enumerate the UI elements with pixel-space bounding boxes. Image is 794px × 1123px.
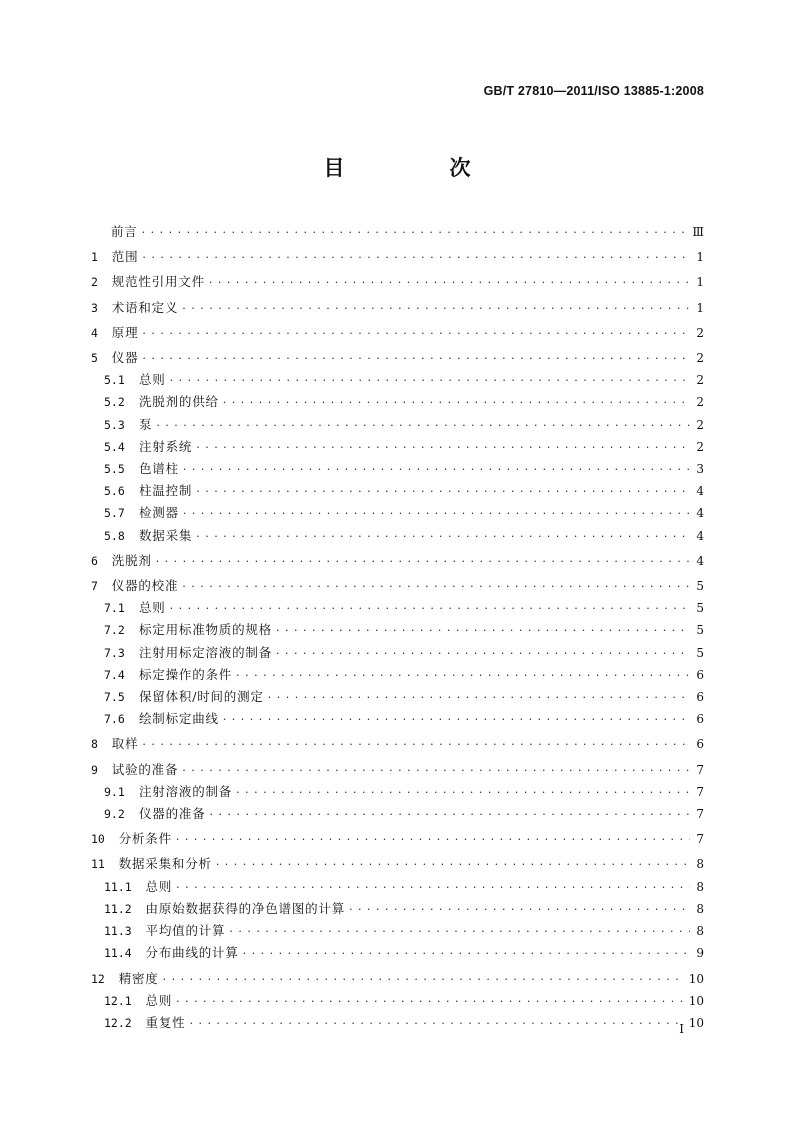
toc-entry-title: 前言 (111, 224, 138, 239)
toc-entry-number: 8 (91, 737, 112, 752)
toc-entry-title: 柱温控制 (139, 483, 193, 499)
toc-entry[interactable] (91, 369, 704, 391)
toc-entry-number: 7.3 (104, 645, 139, 660)
toc-entry-page: 8 (696, 924, 704, 939)
toc-entry[interactable] (91, 458, 704, 480)
toc-entry-number: 10 (91, 832, 119, 847)
toc-leader-dots (176, 991, 685, 1012)
toc-entry-title: 泵 (139, 416, 153, 432)
toc-entry[interactable] (91, 480, 704, 502)
toc-entry-page: 2 (696, 439, 704, 454)
toc-entry-number: 6 (91, 553, 112, 568)
toc-entry-number: 5 (91, 351, 112, 366)
toc-entry-number: 5.4 (104, 439, 139, 454)
toc-leader-dots (243, 943, 690, 964)
toc-leader-dots (142, 323, 690, 344)
toc-entry-title: 绘制标定曲线 (139, 711, 219, 727)
toc-entry-number: 12.1 (104, 993, 146, 1008)
toc-entry[interactable] (91, 271, 704, 293)
toc-entry-title: 检测器 (139, 505, 179, 521)
toc-leader-dots (210, 804, 690, 825)
toc-leader-dots (223, 392, 690, 413)
toc-leader-dots (142, 222, 689, 243)
toc-entry[interactable] (91, 733, 704, 755)
toc-entry-title: 仪器的准备 (139, 806, 206, 822)
toc-entry-page: 6 (696, 712, 704, 727)
toc-leader-dots (156, 415, 690, 436)
toc-entry-title: 注射用标定溶液的制备 (139, 644, 273, 660)
toc-entry-page: 2 (696, 373, 704, 388)
toc-leader-dots (276, 643, 690, 664)
toc-entry-title: 注射溶液的制备 (139, 783, 233, 799)
toc-leader-dots (182, 760, 690, 781)
toc-entry-title: 取样 (111, 736, 139, 752)
toc-entry[interactable] (91, 920, 704, 942)
toc-leader-dots (183, 459, 690, 480)
toc-entry-page: 5 (696, 579, 704, 594)
toc-entry-page: 4 (696, 528, 704, 543)
toc-entry-title: 仪器 (111, 350, 139, 366)
toc-entry-page: 5 (696, 645, 704, 660)
page-number: I (679, 1022, 684, 1036)
toc-entry-page: 4 (696, 506, 704, 521)
toc-entry-number: 5.2 (104, 395, 139, 410)
toc-entry[interactable] (91, 708, 704, 730)
toc-leader-dots (276, 620, 690, 641)
toc-entry[interactable] (91, 414, 704, 436)
toc-entry-page: 4 (696, 553, 704, 568)
toc-entry-page: 1 (696, 300, 704, 315)
toc-entry-title: 总则 (145, 878, 173, 894)
toc-entry-page: 4 (696, 484, 704, 499)
toc-entry-title: 范围 (111, 249, 139, 265)
toc-entry-title: 标定操作的条件 (139, 666, 233, 682)
toc-entry-number: 11.3 (104, 924, 146, 939)
toc-entry-number: 12.2 (104, 1015, 146, 1030)
toc-entry-page: 3 (696, 462, 704, 477)
toc-entry-number: 7.4 (104, 667, 139, 682)
toc-leader-dots (142, 734, 690, 755)
toc-entry-title: 术语和定义 (111, 299, 179, 315)
toc-entry-number: 9.1 (104, 784, 139, 799)
toc-entry[interactable] (91, 803, 704, 825)
toc-entry-number: 1 (91, 250, 112, 265)
toc-entry-page: Ⅲ (692, 225, 704, 239)
toc-leader-dots (229, 921, 690, 942)
toc-entry-title: 精密度 (118, 970, 159, 986)
toc-entry-page: 7 (696, 807, 704, 822)
toc-entry[interactable] (91, 221, 704, 243)
toc-entry-title: 重复性 (145, 1014, 186, 1030)
toc-entry-page: 8 (696, 901, 704, 916)
toc-entry-page: 8 (696, 879, 704, 894)
toc-entry-number: 7.6 (104, 712, 139, 727)
toc-entry[interactable] (91, 436, 704, 458)
toc-leader-dots (183, 503, 690, 524)
toc-entry[interactable] (91, 968, 704, 990)
toc-entry-number: 7.1 (104, 601, 139, 616)
toc-leader-dots (216, 854, 690, 875)
toc-entry-page: 9 (696, 946, 704, 961)
toc-leader-dots (142, 247, 690, 268)
toc-entry-number: 9 (91, 762, 112, 777)
toc-entry-number: 3 (91, 300, 112, 315)
toc-entry-number: 7.5 (104, 690, 139, 705)
toc-entry-number: 5.1 (104, 373, 139, 388)
toc-leader-dots (176, 829, 690, 850)
toc-leader-dots (163, 969, 685, 990)
toc-leader-dots (196, 437, 690, 458)
toc-leader-dots (209, 272, 690, 293)
toc-leader-dots (268, 687, 690, 708)
toc-entry[interactable] (91, 876, 704, 898)
toc-entry-number: 11.4 (104, 946, 146, 961)
toc-entry-title: 仪器的校准 (111, 578, 179, 594)
toc-entry[interactable] (91, 942, 704, 964)
toc-entry-title: 试验的准备 (111, 761, 179, 777)
toc-entry[interactable] (91, 759, 704, 781)
toc-leader-dots (170, 598, 690, 619)
toc-entry-title: 平均值的计算 (145, 923, 226, 939)
toc-entry-title: 数据采集 (139, 527, 193, 543)
toc-entry-page: 6 (696, 737, 704, 752)
toc-entry-title: 数据采集和分析 (118, 856, 212, 872)
toc-entry-number: 9.2 (104, 807, 139, 822)
toc-entry[interactable] (91, 246, 704, 268)
toc-entry[interactable] (91, 990, 704, 1012)
table-of-contents (91, 218, 704, 1034)
toc-leader-dots (156, 551, 690, 572)
toc-leader-dots (196, 526, 690, 547)
toc-entry-title: 洗脱剂 (111, 552, 152, 568)
toc-entry-title: 分布曲线的计算 (145, 945, 239, 961)
toc-entry-page: 2 (696, 395, 704, 410)
toc-entry[interactable] (91, 898, 704, 920)
toc-leader-dots (349, 899, 690, 920)
page-title: 目 次 (323, 155, 513, 180)
toc-entry[interactable] (91, 525, 704, 547)
toc-entry[interactable] (91, 1012, 704, 1034)
toc-leader-dots (189, 1013, 684, 1034)
toc-entry-number: 2 (91, 275, 112, 290)
toc-entry-title: 保留体积/时间的测定 (139, 689, 264, 705)
toc-entry-title: 由原始数据获得的净色谱图的计算 (145, 900, 346, 916)
toc-entry-page: 5 (696, 601, 704, 616)
toc-leader-dots (223, 709, 690, 730)
toc-entry-title: 色谱柱 (139, 461, 179, 477)
toc-entry[interactable] (91, 619, 704, 641)
toc-entry-title: 总则 (139, 600, 166, 616)
toc-entry[interactable] (91, 297, 704, 319)
toc-entry-number: 7.2 (104, 623, 139, 638)
toc-entry-number: 5.7 (104, 506, 139, 521)
toc-entry-title: 注射系统 (139, 438, 193, 454)
toc-entry[interactable] (91, 642, 704, 664)
toc-entry-page: 8 (696, 857, 704, 872)
toc-entry-page: 1 (696, 275, 704, 290)
toc-entry-page: 10 (688, 993, 704, 1008)
toc-entry-number: 5.8 (104, 528, 139, 543)
toc-leader-dots (176, 877, 690, 898)
toc-entry-page: 7 (696, 832, 704, 847)
toc-leader-dots (196, 481, 690, 502)
toc-entry-page: 2 (696, 351, 704, 366)
toc-leader-dots (182, 576, 690, 597)
toc-entry[interactable] (91, 322, 704, 344)
toc-entry[interactable] (91, 781, 704, 803)
toc-entry-title: 总则 (145, 992, 173, 1008)
toc-entry[interactable] (91, 853, 704, 875)
toc-entry-number: 4 (91, 325, 112, 340)
toc-entry-page: 10 (688, 1015, 704, 1030)
toc-entry-number: 11.2 (104, 901, 146, 916)
toc-entry-number: 11 (91, 857, 119, 872)
toc-entry-title: 总则 (139, 372, 166, 388)
toc-leader-dots (182, 298, 690, 319)
toc-entry-title: 规范性引用文件 (111, 274, 205, 290)
toc-entry[interactable] (91, 575, 704, 597)
toc-leader-dots (142, 348, 690, 369)
toc-entry-title: 洗脱剂的供给 (139, 394, 219, 410)
toc-entry-page: 2 (696, 325, 704, 340)
standard-code: GB/T 27810—2011/ISO 13885-1:2008 (483, 84, 704, 98)
toc-entry[interactable] (91, 828, 704, 850)
toc-entry[interactable] (91, 686, 704, 708)
toc-entry-page: 7 (696, 784, 704, 799)
toc-entry-title: 原理 (111, 324, 139, 340)
toc-entry-title: 标定用标准物质的规格 (139, 622, 273, 638)
toc-entry-number: 5.5 (104, 462, 139, 477)
toc-entry-number: 11.1 (104, 879, 146, 894)
toc-leader-dots (236, 782, 690, 803)
toc-entry-page: 1 (696, 250, 704, 265)
toc-entry-title: 分析条件 (118, 831, 172, 847)
toc-entry-number: 7 (91, 579, 112, 594)
toc-entry-page: 7 (696, 762, 704, 777)
toc-entry[interactable] (91, 502, 704, 524)
toc-entry-page: 6 (696, 667, 704, 682)
toc-entry[interactable] (91, 550, 704, 572)
toc-entry-number: 5.3 (104, 417, 139, 432)
toc-entry[interactable] (91, 347, 704, 369)
toc-entry-page: 6 (696, 690, 704, 705)
toc-entry-number: 5.6 (104, 484, 139, 499)
toc-entry-number: 12 (91, 971, 119, 986)
toc-entry-page: 5 (696, 623, 704, 638)
toc-entry[interactable] (91, 597, 704, 619)
toc-entry-page: 2 (696, 417, 704, 432)
toc-entry[interactable] (91, 391, 704, 413)
toc-entry-page: 10 (688, 971, 704, 986)
toc-entry[interactable] (91, 664, 704, 686)
toc-leader-dots (236, 665, 690, 686)
toc-leader-dots (170, 370, 690, 391)
